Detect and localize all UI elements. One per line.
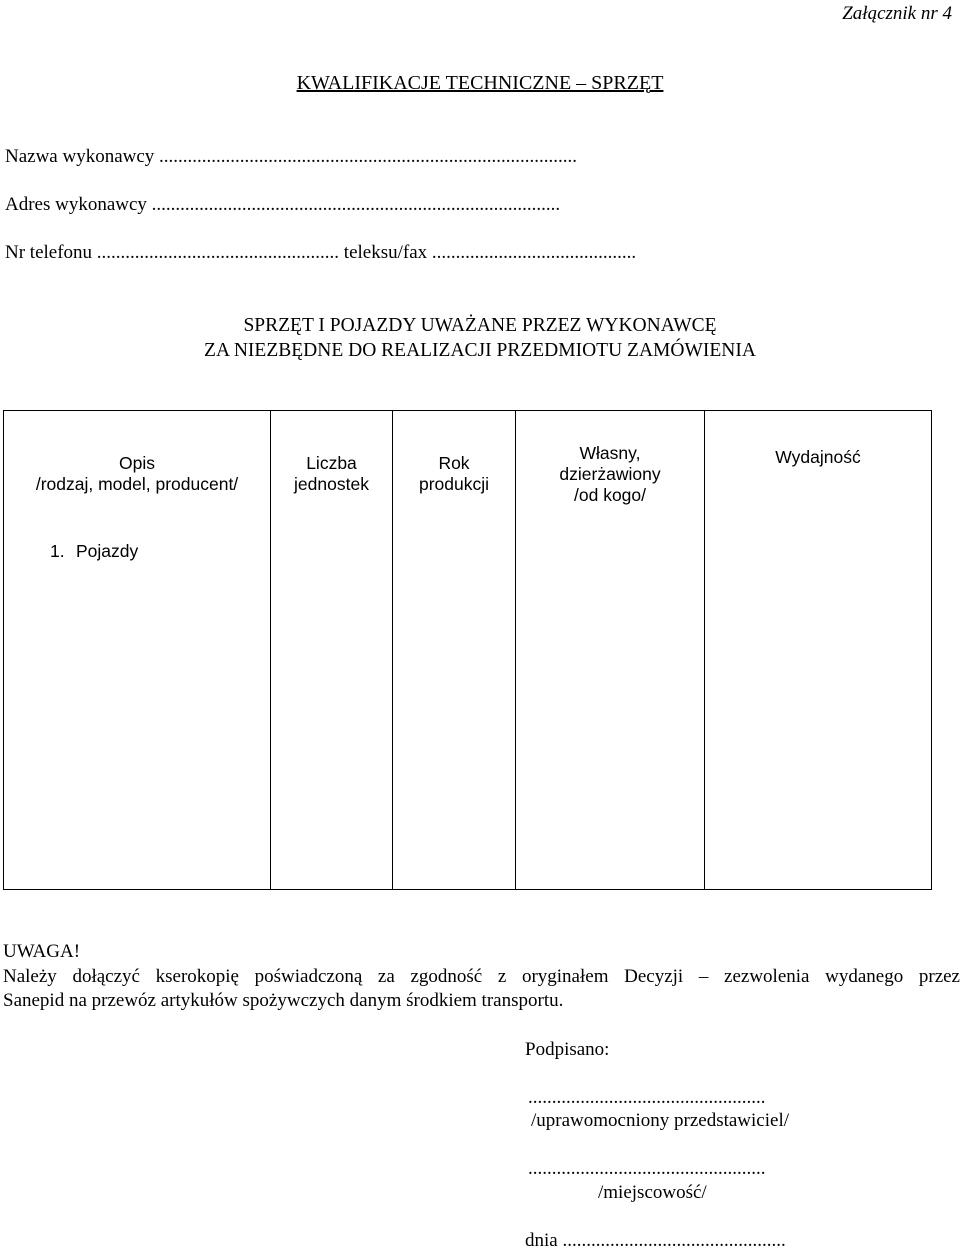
annex-label: Załącznik nr 4 xyxy=(842,3,952,24)
note-label: UWAGA! xyxy=(3,941,81,962)
header-production-year xyxy=(393,411,516,538)
signed-label: Podpisano: xyxy=(525,1039,610,1060)
signature-line: .................................................. xyxy=(528,1087,766,1108)
header-capacity xyxy=(705,411,932,538)
header-ownership xyxy=(516,411,705,538)
quantity-cell xyxy=(271,537,393,890)
section-heading-line-1: SPRZĘT I POJAZDY UWAŻANE PRZEZ WYKONAWCĘ xyxy=(243,315,717,336)
place-label: /miejscowość/ xyxy=(598,1182,707,1203)
note-text-line-2: Sanepid na przewóz artykułów spożywczych danym środkiem transportu. xyxy=(3,990,564,1011)
header-ownership-line-2: dzierżawiony xyxy=(559,463,661,484)
header-capacity-line-1: Wydajność xyxy=(775,447,861,467)
header-quantity-line-1: Liczba xyxy=(306,453,357,473)
contractor-address-field: Adres wykonawcy ...................................................................................... xyxy=(5,194,561,215)
header-description xyxy=(4,411,271,538)
equipment-table xyxy=(3,410,932,890)
phone-fax-field: Nr telefonu ................................................... teleksu/fax ........................................... xyxy=(5,242,637,263)
contractor-name-field: Nazwa wykonawcy ........................................................................................ xyxy=(5,146,578,167)
note-text-line-1: Należy dołączyć kserokopię poświadczoną za zgodność z oryginałem Decyzji – zezwolenia wydanego przez xyxy=(3,966,960,987)
representative-label: /uprawomocniony przedstawiciel/ xyxy=(531,1110,790,1131)
section-number: 1. xyxy=(50,541,65,561)
header-description-line-1: Opis xyxy=(119,453,155,473)
header-quantity xyxy=(271,411,393,538)
ownership-cell xyxy=(516,537,705,890)
section-heading-line-2: ZA NIEZBĘDNE DO REALIZACJI PRZEDMIOTU ZAMÓWIENIA xyxy=(204,340,756,361)
place-line: .................................................. xyxy=(528,1158,766,1179)
section-vehicles xyxy=(4,537,270,562)
header-year-line-2: produkcji xyxy=(418,474,490,494)
header-ownership-line-3: /od kogo/ xyxy=(574,484,646,505)
vehicles-cell xyxy=(4,537,271,890)
table-header-row xyxy=(4,411,932,538)
header-quantity-line-2: jednostek xyxy=(294,474,369,494)
header-description-line-2: /rodzaj, model, producent/ xyxy=(35,474,239,494)
document-title: KWALIFIKACJE TECHNICZNE – SPRZĘT xyxy=(296,72,664,94)
date-line: dnia ............................................... xyxy=(525,1230,786,1251)
capacity-cell xyxy=(705,537,932,890)
header-year-line-1: Rok xyxy=(438,453,470,473)
table-row xyxy=(4,537,932,890)
section-label: Pojazdy xyxy=(76,541,139,561)
header-ownership-line-1: Własny, xyxy=(579,442,641,463)
year-cell xyxy=(393,537,516,890)
